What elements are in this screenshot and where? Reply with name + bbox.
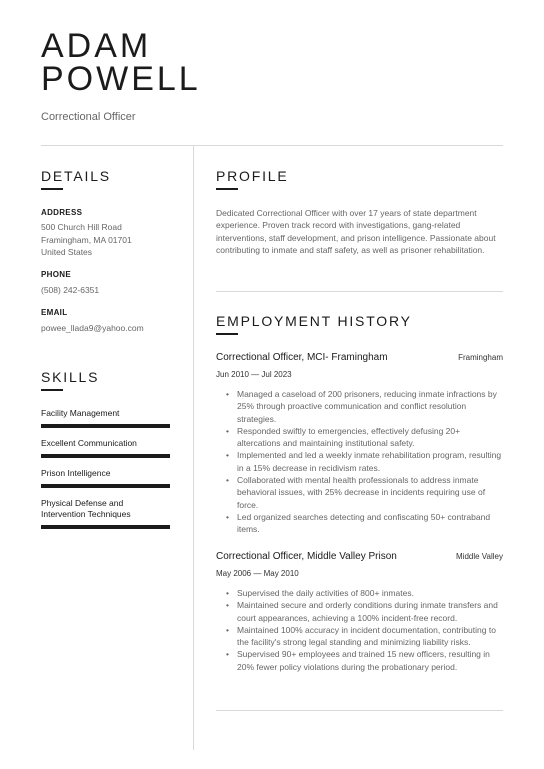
job-entry [216, 352, 503, 536]
profile-divider [216, 291, 503, 292]
skill-item [41, 498, 170, 529]
job-bullet: • Led organized searches detecting and confiscating 50+ contraband items. [216, 511, 503, 536]
header-divider [41, 145, 503, 146]
job-title: Correctional Officer [41, 111, 136, 123]
job-dates: Jun 2010 — Jul 2023 [216, 370, 292, 379]
job-role: Correctional Officer, Middle Valley Prison [216, 551, 397, 562]
skill-level-bar [41, 454, 170, 458]
first-name: ADAM [41, 27, 152, 65]
job-role: Correctional Officer, MCI- Framingham [216, 352, 388, 363]
job-bullet: • Supervised 90+ employees and trained 15 new officers, resulting in 20% fewer policy violations during the probationary period. [216, 648, 503, 673]
job-bullet: • Collaborated with mental health professionals to address inmate behavioral issues, with 25% decrease in incidents requiring use of force. [216, 474, 503, 511]
skill-level-bar [41, 525, 170, 529]
email-label: EMAIL [41, 308, 68, 317]
skills-underline [41, 389, 63, 391]
job-header [216, 352, 503, 363]
address-label: ADDRESS [41, 208, 83, 217]
job-bullet: • Supervised the daily activities of 800+ inmates. [216, 587, 503, 599]
skill-level-bar [41, 484, 170, 488]
job-entry [216, 551, 503, 673]
profile-underline [216, 188, 238, 190]
job-bullet-list [216, 388, 503, 536]
skill-item [41, 408, 170, 428]
candidate-name [41, 27, 201, 98]
skill-level-bar [41, 424, 170, 428]
job-location: Middle Valley [456, 552, 503, 561]
profile-summary: Dedicated Correctional Officer with over 17 years of state department experience. Proven track record with investigations, gang-related interventions, staff development, and prison intelligence. Passionate about contributing to inmate and staff safety, as well as prisoner rehabilitation. [216, 208, 496, 255]
email-value: powee_llada9@yahoo.com [41, 323, 144, 333]
phone-value: (508) 242-6351 [41, 285, 100, 295]
job-bullet: • Managed a caseload of 200 prisoners, reducing inmate infractions by 25% through proactive communication and conflict resolution strategies. [216, 388, 503, 425]
skill-name: Facility Management [41, 408, 120, 418]
skill-name: Prison Intelligence [41, 468, 111, 478]
job-bullet: • Responded swiftly to emergencies, effectively defusing 20+ altercations and maintaining institutional safety. [216, 425, 503, 450]
address-line: 500 Church Hill Road [41, 222, 122, 232]
skill-name: Physical Defense and Intervention Techniques [41, 498, 131, 519]
skill-item [41, 438, 170, 458]
details-underline [41, 188, 63, 190]
details-heading: DETAILS [41, 168, 111, 184]
employment-underline [216, 333, 238, 335]
job-location: Framingham [458, 353, 503, 362]
address-line: United States [41, 247, 93, 257]
employment-divider [216, 710, 503, 711]
skill-item [41, 468, 170, 488]
profile-heading: PROFILE [216, 168, 289, 184]
job-dates: May 2006 — May 2010 [216, 569, 299, 578]
job-bullet: • Maintained 100% accuracy in incident documentation, contributing to the facility's strong legal standing and minimizing liability risks. [216, 624, 503, 649]
employment-heading: EMPLOYMENT HISTORY [216, 313, 412, 329]
phone-label: PHONE [41, 270, 71, 279]
job-bullet: • Implemented and led a weekly inmate rehabilitation program, resulting in a 15% decrease in recidivism rates. [216, 449, 503, 474]
job-bullet-list [216, 587, 503, 673]
skills-heading: SKILLS [41, 369, 100, 385]
job-header [216, 551, 503, 562]
column-divider [193, 145, 194, 750]
job-bullet: • Maintained secure and orderly conditions during inmate transfers and court appearances, achieving a 100% incident-free record. [216, 599, 503, 624]
address-line: Framingham, MA 01701 [41, 234, 132, 245]
last-name: POWELL [41, 60, 201, 98]
skill-name: Excellent Communication [41, 438, 137, 448]
